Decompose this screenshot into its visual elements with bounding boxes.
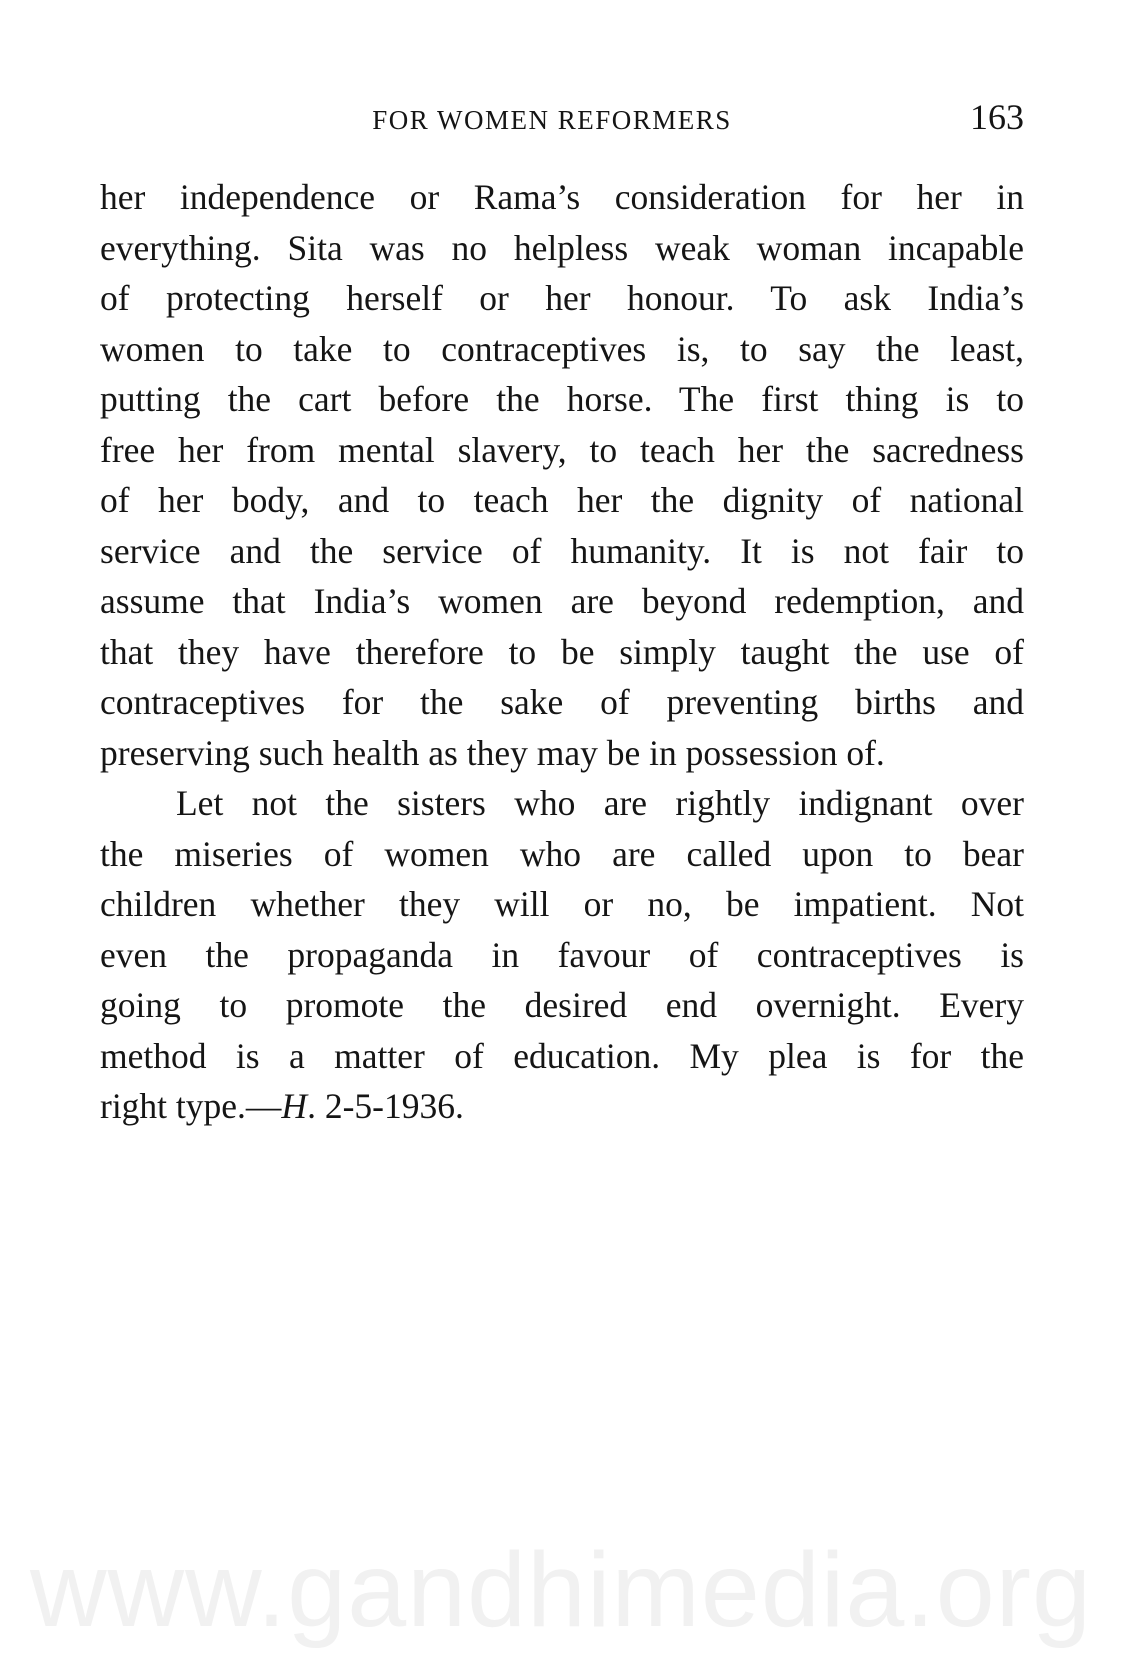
text-line: Let not the sisters who are rightly indignant over [176, 783, 1024, 823]
text-line: of her body, and to teach her the dignity of national [100, 480, 1024, 520]
text-line: of protecting herself or her honour. To ask India’s [100, 278, 1024, 318]
text-line: preserving such health as they may be in possession of. [100, 732, 885, 773]
citation-text: right type.— [100, 1086, 282, 1126]
text-line: the miseries of women who are called upon to bear [100, 833, 1024, 874]
text-line: women to take to contraceptives is, to say the least, [100, 328, 1024, 369]
citation-date: . 2-5-1936. [307, 1086, 464, 1126]
text-line: even the propaganda in favour of contraceptives is [100, 934, 1024, 975]
text-line: her independence or Rama’s consideration for her in [100, 177, 1024, 217]
watermark: www.gandhimedia.org [30, 1531, 1092, 1649]
citation-source: H [281, 1086, 308, 1126]
text-line: assume that India’s women are beyond redemption, and [100, 581, 1024, 621]
paragraph-1 [100, 172, 1024, 778]
text-line: free her from mental slavery, to teach her the sacredness [100, 429, 1024, 470]
page-number: 163 [970, 97, 1024, 137]
text-line: method is a matter of education. My plea is for the [100, 1035, 1024, 1076]
text-line: that they have therefore to be simply taught the use of [100, 631, 1024, 672]
running-head [100, 96, 1024, 146]
body-text [100, 172, 1024, 1132]
text-line: everything. Sita was no helpless weak woman incapable [100, 227, 1024, 268]
text-line: service and the service of humanity. It is not fair to [100, 530, 1024, 571]
paragraph-2 [100, 778, 1024, 1132]
citation-line [100, 1081, 1024, 1132]
text-line: children whether they will or no, be impatient. Not [100, 884, 1024, 924]
running-title: FOR WOMEN REFORMERS [372, 105, 732, 135]
text-line: contraceptives for the sake of preventing births and [100, 682, 1024, 722]
text-line: putting the cart before the horse. The first thing is to [100, 379, 1024, 419]
text-line: going to promote the desired end overnight. Every [100, 985, 1024, 1025]
